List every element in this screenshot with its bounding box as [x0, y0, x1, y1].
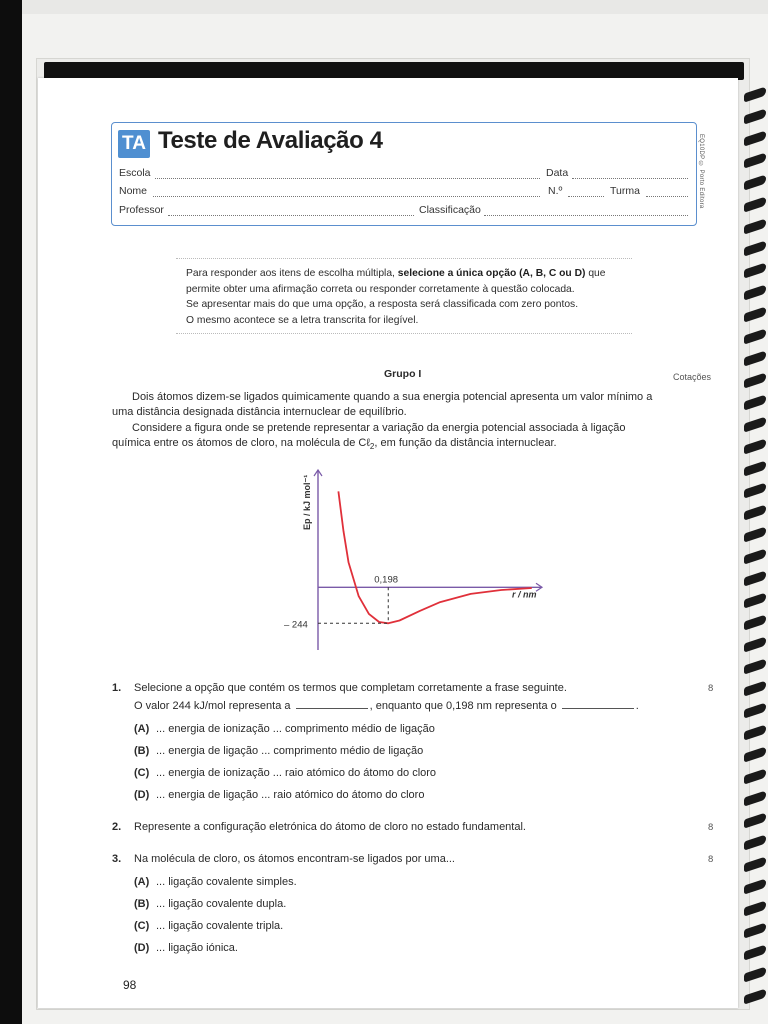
- spiral-coil: [744, 130, 766, 146]
- spiral-coil: [744, 284, 766, 300]
- q3-option-c-text: ... ligação covalente tripla.: [156, 920, 284, 932]
- paragraph-1-line-2: uma distância designada distância internuclear de equilíbrio.: [112, 406, 407, 418]
- test-title: Teste de Avaliação 4: [158, 127, 383, 154]
- data-field[interactable]: [572, 178, 688, 179]
- q3-option-d-letter[interactable]: (D): [134, 942, 150, 954]
- question-2-text: Represente a configuração eletrónica do átomo de cloro no estado fundamental.: [134, 821, 526, 833]
- instructions-top-rule: [176, 258, 632, 259]
- spiral-coil: [744, 944, 766, 960]
- spiral-coil: [744, 636, 766, 652]
- spiral-coil: [744, 856, 766, 872]
- paragraph-2-line-2: química entre os átomos de cloro, na molécula de Cℓ$_2$, em função da distância internuclear.: [112, 437, 557, 452]
- spiral-coil: [744, 152, 766, 168]
- spiral-coil: [744, 306, 766, 322]
- spiral-coil: [744, 702, 766, 718]
- nome-field[interactable]: [153, 196, 540, 197]
- numero-field[interactable]: [568, 196, 604, 197]
- instructions-line-3: Se apresentar mais do que uma opção, a resposta será classificada com zero pontos.: [186, 299, 579, 310]
- spiral-coil: [744, 878, 766, 894]
- professor-field[interactable]: [168, 215, 414, 216]
- q1-option-a-letter[interactable]: (A): [134, 723, 150, 735]
- spiral-coil: [744, 504, 766, 520]
- q3-option-b-letter[interactable]: (B): [134, 898, 150, 910]
- instructions-line-4: O mesmo acontece se a letra transcrita for ilegível.: [186, 314, 419, 326]
- spiral-binding: [740, 80, 768, 1010]
- question-2-number: 2.: [112, 821, 122, 833]
- spiral-coil: [744, 108, 766, 124]
- potential-energy-chart: [280, 462, 560, 658]
- group-title: Grupo I: [384, 368, 422, 380]
- scan-border-left: [0, 0, 22, 1024]
- spiral-coil: [744, 812, 766, 828]
- scan-border-top: [22, 0, 768, 14]
- x-marker-label: 0,198: [374, 574, 399, 586]
- instructions-emphasis: selecione a única opção (A, B, C ou D): [397, 268, 586, 279]
- spiral-coil: [744, 174, 766, 190]
- cotacoes-label: Cotações: [673, 372, 712, 382]
- q1-option-b-letter[interactable]: (B): [134, 745, 150, 757]
- spiral-coil: [744, 614, 766, 630]
- spiral-coil: [744, 900, 766, 916]
- spiral-coil: [744, 372, 766, 388]
- escola-label: Escola: [119, 167, 151, 179]
- q3-option-b-text: ... ligação covalente dupla.: [156, 898, 287, 910]
- escola-field[interactable]: [155, 178, 540, 179]
- spiral-coil: [744, 724, 766, 740]
- spiral-coil: [744, 328, 766, 344]
- instructions-line-2: permite obter uma afirmação correta ou responder corretamente à questão colocada.: [186, 283, 575, 295]
- question-2-points: 8: [708, 822, 714, 833]
- classificacao-label: Classificação: [419, 204, 481, 216]
- y-marker-label: – 244: [284, 619, 308, 631]
- q1-option-d-text: ... energia de ligação ... raio atómico do átomo do cloro: [156, 789, 425, 801]
- spiral-coil: [744, 790, 766, 806]
- q3-option-a-letter[interactable]: (A): [134, 876, 150, 888]
- instructions-bottom-rule: [176, 333, 632, 334]
- blank-1[interactable]: [296, 708, 368, 709]
- spiral-coil: [744, 482, 766, 498]
- spiral-coil: [744, 768, 766, 784]
- publisher-side-text: EQ10DP © Porto Editora: [698, 134, 704, 209]
- instructions-line-1: Para responder aos itens de escolha múltipla, selecione a única opção (A, B, C ou D) que: [186, 268, 606, 279]
- spiral-coil: [744, 262, 766, 278]
- spiral-coil: [744, 834, 766, 850]
- professor-label: Professor: [119, 204, 164, 216]
- blank-2[interactable]: [562, 708, 634, 709]
- potential-energy-curve: [338, 491, 531, 623]
- q1-option-c-letter[interactable]: (C): [134, 767, 150, 779]
- spiral-coil: [744, 240, 766, 256]
- spiral-coil: [744, 570, 766, 586]
- spiral-coil: [744, 922, 766, 938]
- q3-option-d-text: ... ligação iónica.: [156, 942, 238, 954]
- spiral-coil: [744, 460, 766, 476]
- spiral-coil: [744, 218, 766, 234]
- turma-label: Turma: [610, 185, 640, 197]
- spiral-coil: [744, 196, 766, 212]
- q1-option-c-text: ... energia de ionização ... raio atómico do átomo do cloro: [156, 767, 437, 779]
- spiral-coil: [744, 416, 766, 432]
- paragraph-2-line-1: Considere a figura onde se pretende representar a variação da energia potencial associada à ligação: [132, 422, 626, 434]
- question-3-number: 3.: [112, 853, 122, 865]
- q1-option-a-text: ... energia de ionização ... comprimento médio de ligação: [156, 723, 435, 735]
- spiral-coil: [744, 86, 766, 102]
- spiral-coil: [744, 746, 766, 762]
- x-axis-label: r / nm: [512, 589, 537, 600]
- spiral-coil: [744, 350, 766, 366]
- nome-label: Nome: [119, 185, 148, 197]
- q3-option-c-letter[interactable]: (C): [134, 920, 150, 932]
- data-label: Data: [546, 167, 569, 179]
- spiral-coil: [744, 988, 766, 1004]
- spiral-coil: [744, 548, 766, 564]
- spiral-coil: [744, 394, 766, 410]
- turma-field[interactable]: [646, 196, 688, 197]
- spiral-coil: [744, 658, 766, 674]
- classificacao-field[interactable]: [484, 215, 688, 216]
- question-3-points: 8: [708, 854, 714, 865]
- spiral-coil: [744, 438, 766, 454]
- q1-option-d-letter[interactable]: (D): [134, 789, 150, 801]
- question-1-sentence: O valor 244 kJ/mol representa a , enquanto que 0,198 nm representa o .: [134, 700, 639, 712]
- page-number: 98: [123, 978, 137, 992]
- instructions-block: [186, 266, 636, 328]
- spiral-coil: [744, 966, 766, 982]
- question-3-text: Na molécula de cloro, os átomos encontram-se ligados por uma...: [134, 853, 455, 865]
- spiral-coil: [744, 526, 766, 542]
- y-axis-label: Ep / kJ mol⁻¹: [302, 474, 312, 530]
- ta-badge: TA: [118, 130, 150, 158]
- question-1-number: 1.: [112, 682, 122, 694]
- numero-label: N.º: [548, 185, 563, 197]
- spiral-coil: [744, 680, 766, 696]
- q1-option-b-text: ... energia de ligação ... comprimento médio de ligação: [156, 745, 424, 757]
- question-1-text: Selecione a opção que contém os termos que completam corretamente a frase seguinte.: [134, 682, 567, 694]
- question-1-points: 8: [708, 683, 714, 694]
- spiral-coil: [744, 592, 766, 608]
- q3-option-a-text: ... ligação covalente simples.: [156, 876, 297, 888]
- paragraph-1-line-1: Dois átomos dizem-se ligados quimicamente quando a sua energia potencial apresenta um valor mínimo a: [132, 391, 653, 403]
